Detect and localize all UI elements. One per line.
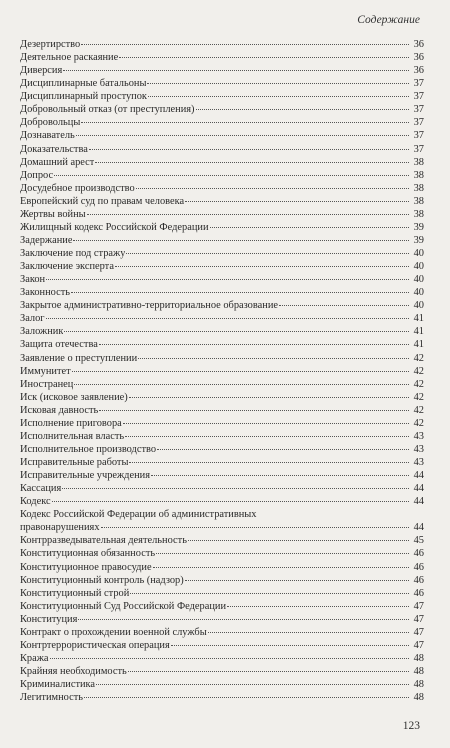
toc-entry-title: Добровольный отказ (от преступления) <box>20 104 195 116</box>
toc-entry-title: Исправительные работы <box>20 457 129 468</box>
toc-entry-title: Закон <box>20 274 46 286</box>
toc-entry-page: 40 <box>413 287 424 299</box>
toc-entry-page: 37 <box>413 104 424 116</box>
toc-entry-title: Конституционный Суд Российской Федерации <box>20 600 227 612</box>
toc-entry-title: Добровольцы <box>20 117 81 129</box>
toc-entry <box>20 234 424 247</box>
toc-entry <box>20 208 424 221</box>
toc-entry-title: Диверсия <box>20 65 63 77</box>
toc-entry <box>20 508 424 534</box>
toc-entry-page: 47 <box>413 639 424 651</box>
toc-entry-page: 42 <box>413 404 424 416</box>
toc-entry-page: 48 <box>413 692 424 704</box>
dot-leader <box>147 83 409 84</box>
toc-entry <box>20 574 424 587</box>
toc-entry-title: Исправительные учреждения <box>20 470 150 482</box>
toc-entry <box>20 613 424 626</box>
toc-entry-title: Иммунитет <box>20 365 71 377</box>
toc-entry <box>20 156 424 169</box>
toc-entry <box>20 38 424 51</box>
toc-entry <box>20 391 424 404</box>
toc-entry <box>20 587 424 600</box>
toc-entry-page: 43 <box>413 457 424 468</box>
toc-entry <box>20 182 424 195</box>
dot-leader <box>115 266 409 267</box>
toc-entry-page: 46 <box>413 561 424 573</box>
toc-entry <box>20 600 424 613</box>
toc-entry-page: 41 <box>413 313 424 325</box>
page-number: 123 <box>402 720 420 732</box>
toc-entry <box>20 64 424 77</box>
toc-entry <box>20 561 424 574</box>
toc-entry-title: Заявление о преступлении <box>20 352 138 364</box>
dot-leader <box>129 397 409 398</box>
toc-entry <box>20 482 424 495</box>
toc-entry-title: Защита отечества <box>20 339 98 351</box>
toc-entry <box>20 51 424 64</box>
toc-entry-title: Кража <box>20 652 49 664</box>
toc-entry <box>20 495 424 508</box>
toc-entry-page: 44 <box>413 483 424 495</box>
toc-entry-page: 48 <box>413 666 424 677</box>
toc-entry-title: Крайняя необходимость <box>20 666 127 677</box>
toc-entry <box>20 652 424 665</box>
toc-entry-title: Конституционная обязанность <box>20 548 156 560</box>
dot-leader <box>156 553 409 554</box>
dot-leader <box>89 149 409 150</box>
dot-leader <box>76 135 409 136</box>
toc-entry <box>20 678 424 691</box>
toc-entry <box>20 169 424 182</box>
toc-entry-page: 47 <box>413 600 424 612</box>
toc-entry-page: 39 <box>413 234 424 246</box>
dot-leader <box>171 645 409 646</box>
toc-entry-title: Исполнение приговора <box>20 417 122 429</box>
dot-leader <box>208 632 409 633</box>
toc-entry <box>20 639 424 652</box>
toc-entry-page: 40 <box>413 248 424 259</box>
dot-leader <box>130 593 409 594</box>
toc-entry-title: Конституционный контроль (надзор) <box>20 574 184 586</box>
dot-leader <box>81 122 409 123</box>
toc-entry-page: 38 <box>413 182 424 194</box>
dot-leader <box>62 488 409 489</box>
toc-entry-page: 48 <box>413 679 424 691</box>
table-of-contents <box>20 38 424 704</box>
toc-entry <box>20 116 424 129</box>
toc-entry-page: 44 <box>413 470 424 482</box>
toc-entry-title: Дисциплинарные батальоны <box>20 78 147 90</box>
dot-leader <box>63 70 409 71</box>
toc-entry-page: 41 <box>413 326 424 338</box>
toc-entry-title: Легитимность <box>20 692 83 704</box>
toc-entry-page: 36 <box>413 52 424 64</box>
toc-entry-page: 38 <box>413 169 424 181</box>
toc-entry-page: 42 <box>413 378 424 390</box>
dot-leader <box>151 475 409 476</box>
toc-entry-page: 38 <box>413 195 424 207</box>
toc-entry-title: Дезертирство <box>20 39 81 50</box>
toc-entry-title: Конституционное правосудие <box>20 561 152 573</box>
toc-entry <box>20 103 424 116</box>
dot-leader <box>71 292 409 293</box>
dot-leader <box>210 227 409 228</box>
toc-entry <box>20 299 424 312</box>
dot-leader <box>96 684 409 685</box>
toc-entry-page: 36 <box>413 65 424 77</box>
toc-entry <box>20 691 424 704</box>
running-header: Содержание <box>357 14 420 26</box>
toc-entry-page: 37 <box>413 117 424 129</box>
toc-entry <box>20 352 424 365</box>
toc-entry <box>20 443 424 456</box>
toc-entry <box>20 221 424 234</box>
toc-entry-title: Исполнительная власть <box>20 430 125 442</box>
toc-entry-page: 43 <box>413 443 424 455</box>
toc-entry-page: 42 <box>413 352 424 364</box>
toc-entry-title: Доказательства <box>20 143 88 155</box>
dot-leader <box>128 671 409 672</box>
toc-entry-page: 47 <box>413 613 424 625</box>
toc-entry-title: Заложник <box>20 326 64 338</box>
toc-entry-title: Законность <box>20 287 70 299</box>
dot-leader <box>72 371 409 372</box>
toc-entry-page: 42 <box>413 417 424 429</box>
toc-entry-page: 37 <box>413 143 424 155</box>
toc-entry-title: Исполнительное производство <box>20 443 157 455</box>
toc-entry <box>20 260 424 273</box>
toc-entry-page: 39 <box>413 221 424 233</box>
dot-leader <box>136 188 409 189</box>
toc-entry-title: Контртеррористическая операция <box>20 639 170 651</box>
toc-entry <box>20 469 424 482</box>
toc-entry <box>20 404 424 417</box>
toc-entry-title: Дознаватель <box>20 130 75 142</box>
dot-leader <box>52 501 409 502</box>
toc-entry-title: Европейский суд по правам человека <box>20 195 185 207</box>
dot-leader <box>148 96 409 97</box>
toc-entry-page: 42 <box>413 365 424 377</box>
toc-entry-title: Жилищный кодекс Российской Федерации <box>20 221 209 233</box>
toc-entry <box>20 547 424 560</box>
dot-leader <box>74 384 409 385</box>
dot-leader <box>99 410 409 411</box>
dot-leader <box>188 540 409 541</box>
dot-leader <box>119 57 409 58</box>
toc-entry <box>20 338 424 351</box>
toc-entry <box>20 143 424 156</box>
toc-entry-page: 47 <box>413 626 424 638</box>
dot-leader <box>81 44 409 45</box>
dot-leader <box>46 279 409 280</box>
dot-leader <box>54 175 409 176</box>
dot-leader <box>50 658 409 659</box>
dot-leader <box>125 436 409 437</box>
toc-entry-page: 37 <box>413 91 424 103</box>
toc-entry-page: 44 <box>413 496 424 508</box>
toc-entry-title: Задержание <box>20 234 73 246</box>
dot-leader <box>95 162 409 163</box>
toc-entry-title: Кассация <box>20 483 62 495</box>
toc-entry <box>20 273 424 286</box>
dot-leader <box>185 580 409 581</box>
toc-entry-title: Досудебное производство <box>20 182 135 194</box>
toc-entry-title: Криминалистика <box>20 679 96 691</box>
toc-entry-title: Допрос <box>20 169 54 181</box>
toc-entry-page: 44 <box>413 522 424 534</box>
toc-entry-title: Конституционный строй <box>20 587 130 599</box>
toc-entry <box>20 626 424 639</box>
dot-leader <box>185 201 409 202</box>
dot-leader <box>279 305 409 306</box>
toc-entry <box>20 456 424 469</box>
dot-leader <box>73 240 409 241</box>
toc-entry-page: 38 <box>413 156 424 168</box>
dot-leader <box>153 567 409 568</box>
toc-entry-title: Иск (исковое заявление) <box>20 391 128 403</box>
dot-leader <box>123 423 409 424</box>
toc-entry-title: Залог <box>20 313 45 325</box>
dot-leader <box>157 449 409 450</box>
toc-entry-page: 45 <box>413 535 424 547</box>
toc-entry-title: Деятельное раскаяние <box>20 52 119 64</box>
toc-entry-title: Жертвы войны <box>20 208 86 220</box>
dot-leader <box>46 318 409 319</box>
toc-entry-page: 43 <box>413 430 424 442</box>
toc-entry <box>20 129 424 142</box>
toc-entry-page: 40 <box>413 274 424 286</box>
toc-entry-page: 42 <box>413 391 424 403</box>
toc-entry <box>20 90 424 103</box>
toc-entry-page: 36 <box>413 39 424 50</box>
toc-entry <box>20 195 424 208</box>
toc-entry-title: Домашний арест <box>20 156 95 168</box>
toc-entry-page: 46 <box>413 548 424 560</box>
toc-entry-title: Кодекс Российской Федерации об административных <box>20 509 257 521</box>
toc-entry-title: Исковая давность <box>20 404 99 416</box>
toc-entry <box>20 430 424 443</box>
dot-leader <box>78 619 409 620</box>
toc-entry <box>20 417 424 430</box>
toc-entry-page: 37 <box>413 78 424 90</box>
toc-entry-title: Иностранец <box>20 378 74 390</box>
toc-entry-title: Закрытое административно-территориальное образование <box>20 300 278 312</box>
toc-entry-title: Контракт о прохождении военной службы <box>20 626 207 638</box>
toc-entry-title: Дисциплинарный проступок <box>20 91 147 103</box>
toc-entry <box>20 325 424 338</box>
toc-entry-page: 40 <box>413 300 424 312</box>
toc-entry-page: 41 <box>413 339 424 351</box>
dot-leader <box>99 344 409 345</box>
toc-entry-page: 46 <box>413 587 424 599</box>
toc-entry <box>20 378 424 391</box>
toc-entry <box>20 286 424 299</box>
toc-entry-title: Конституция <box>20 613 78 625</box>
dot-leader <box>138 358 409 359</box>
dot-leader <box>101 527 409 528</box>
dot-leader <box>227 606 409 607</box>
dot-leader <box>129 462 409 463</box>
toc-entry-page: 48 <box>413 652 424 664</box>
toc-entry-page: 38 <box>413 208 424 220</box>
toc-entry-title: Заключение под стражу <box>20 248 126 259</box>
toc-entry <box>20 665 424 678</box>
toc-entry-title: Заключение эксперта <box>20 261 114 273</box>
toc-entry-title-continued: правонарушениях <box>20 522 100 534</box>
toc-entry <box>20 365 424 378</box>
dot-leader <box>84 697 409 698</box>
toc-entry-page: 37 <box>413 130 424 142</box>
toc-entry-page: 46 <box>413 574 424 586</box>
dot-leader <box>64 331 409 332</box>
toc-entry <box>20 247 424 260</box>
dot-leader <box>126 253 409 254</box>
dot-leader <box>87 214 409 215</box>
toc-entry <box>20 77 424 90</box>
toc-entry-page: 40 <box>413 261 424 273</box>
toc-entry <box>20 312 424 325</box>
toc-entry-title: Кодекс <box>20 496 51 508</box>
toc-entry <box>20 534 424 547</box>
toc-entry-title: Контрразведывательная деятельность <box>20 535 187 547</box>
dot-leader <box>196 109 410 110</box>
